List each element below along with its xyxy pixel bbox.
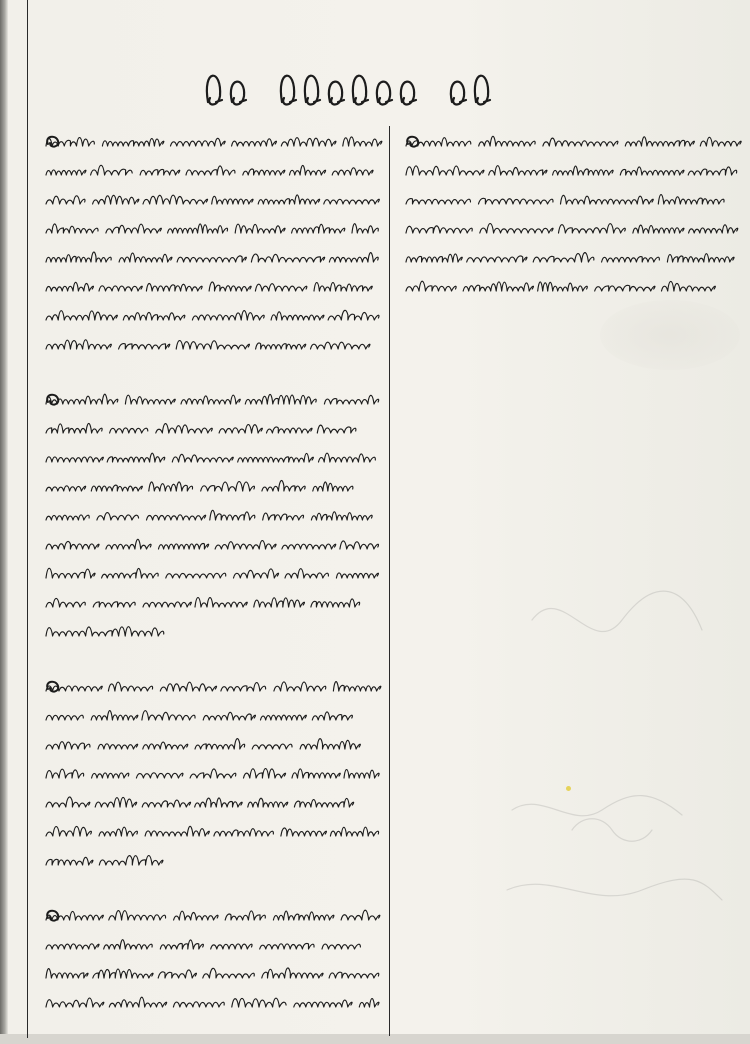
paragraph: [44, 386, 380, 647]
handwritten-word: [285, 569, 328, 578]
handwritten-word: [262, 481, 305, 491]
paragraph: [44, 128, 380, 360]
handwritten-word: [172, 454, 233, 462]
handwritten-word: [232, 998, 286, 1007]
handwritten-line: [44, 244, 380, 273]
handwritten-word: [324, 199, 380, 204]
binding-shadow: [0, 0, 8, 1034]
handwritten-word: [160, 940, 203, 949]
handwritten-word: [46, 515, 89, 520]
handwritten-word: [192, 311, 264, 320]
handwritten-word: [176, 341, 249, 349]
handwritten-line: [44, 560, 380, 589]
title-glyph: [305, 76, 320, 105]
handwritten-word: [190, 769, 236, 778]
handwritten-word: [136, 773, 183, 778]
handwritten-word: [538, 282, 588, 291]
handwritten-line: [404, 128, 739, 157]
handwritten-word: [329, 253, 378, 262]
handwritten-word: [267, 427, 313, 433]
handwritten-word: [256, 343, 306, 349]
handwritten-word: [109, 997, 166, 1007]
handwritten-word: [142, 800, 190, 807]
paragraph: [404, 128, 739, 302]
handwritten-word: [658, 195, 724, 204]
handwritten-word: [108, 682, 152, 691]
handwritten-word: [340, 541, 379, 549]
handwritten-line: [44, 960, 380, 989]
handwritten-word: [123, 312, 185, 320]
paragraph: [44, 673, 380, 876]
title-glyph: [401, 82, 416, 105]
handwritten-word: [93, 969, 153, 978]
handwritten-word: [203, 968, 254, 978]
handwritten-word: [168, 224, 228, 233]
handwritten-word: [109, 911, 166, 920]
handwritten-word: [46, 911, 103, 920]
handwritten-word: [319, 453, 376, 462]
handwritten-word: [140, 170, 180, 175]
handwritten-word: [313, 482, 353, 491]
handwritten-word: [119, 344, 170, 349]
handwritten-word: [104, 940, 152, 949]
handwritten-word: [46, 826, 91, 836]
handwritten-line: [44, 731, 380, 760]
handwritten-line: [44, 589, 380, 618]
handwritten-word: [97, 513, 139, 520]
handwritten-word: [688, 167, 737, 175]
handwritten-word: [46, 311, 117, 320]
handwritten-word: [46, 568, 95, 578]
handwritten-word: [143, 195, 208, 204]
handwritten-word: [46, 196, 85, 204]
handwritten-word: [106, 539, 151, 549]
handwritten-word: [46, 944, 99, 949]
handwritten-word: [46, 224, 98, 233]
handwritten-word: [254, 598, 305, 607]
handwritten-word: [214, 829, 273, 836]
handwritten-word: [212, 196, 253, 204]
handwritten-word: [46, 170, 86, 175]
handwritten-line: [44, 215, 380, 244]
handwritten-word: [46, 282, 93, 291]
handwritten-word: [147, 515, 206, 520]
handwritten-word: [292, 769, 340, 778]
handwritten-line: [44, 760, 380, 789]
handwritten-word: [273, 911, 333, 920]
handwritten-word: [258, 195, 319, 204]
handwritten-word: [99, 827, 137, 836]
handwritten-word: [219, 425, 262, 433]
handwritten-word: [173, 1002, 224, 1007]
handwritten-word: [46, 423, 102, 433]
handwritten-word: [149, 482, 193, 491]
title-glyph: [231, 82, 246, 105]
handwritten-line: [44, 902, 380, 931]
handwritten-word: [195, 798, 242, 807]
handwritten-line: [44, 415, 380, 444]
handwritten-line: [44, 473, 380, 502]
handwritten-word: [119, 253, 172, 262]
handwritten-word: [156, 424, 212, 433]
handwritten-word: [46, 252, 111, 262]
handwritten-word: [177, 256, 246, 262]
handwritten-word: [332, 168, 373, 175]
handwritten-word: [311, 342, 370, 349]
handwritten-word: [106, 224, 161, 233]
handwritten-word: [209, 282, 251, 291]
handwritten-word: [143, 602, 191, 607]
handwritten-word: [312, 712, 352, 720]
handwritten-word: [248, 798, 288, 807]
handwritten-word: [479, 198, 553, 204]
handwritten-word: [245, 394, 316, 404]
handwritten-word: [700, 137, 741, 146]
handwritten-line: [44, 618, 380, 647]
handwritten-line: [44, 818, 380, 847]
handwritten-word: [489, 166, 547, 175]
handwritten-line: [44, 331, 380, 360]
handwritten-word: [406, 226, 472, 233]
handwritten-line: [44, 273, 380, 302]
handwritten-word: [91, 165, 133, 175]
title-glyph: [329, 82, 344, 105]
handwritten-word: [215, 541, 276, 549]
handwritten-word: [238, 453, 314, 462]
handwritten-word: [543, 138, 618, 146]
handwritten-word: [99, 856, 163, 865]
handwritten-word: [195, 739, 245, 749]
handwritten-word: [322, 944, 360, 949]
handwritten-word: [99, 286, 142, 291]
handwritten-word: [625, 137, 694, 146]
handwritten-line: [44, 531, 380, 560]
handwritten-word: [95, 797, 136, 807]
handwritten-word: [110, 428, 148, 433]
handwritten-word: [292, 224, 345, 233]
handwritten-word: [559, 224, 626, 233]
handwritten-word: [479, 136, 535, 146]
handwritten-word: [300, 739, 360, 749]
handwritten-word: [324, 395, 378, 404]
handwritten-word: [561, 195, 654, 204]
handwritten-word: [359, 999, 379, 1007]
handwritten-word: [406, 199, 471, 204]
handwritten-line: [44, 702, 380, 731]
handwritten-line: [404, 157, 739, 186]
handwritten-word: [333, 682, 380, 691]
handwritten-word: [158, 970, 196, 978]
handwritten-word: [261, 715, 307, 720]
handwritten-word: [46, 627, 164, 636]
handwritten-word: [262, 968, 323, 978]
paragraph-initial: [47, 395, 58, 405]
handwritten-word: [46, 486, 86, 491]
handwritten-word: [281, 828, 327, 836]
handwritten-word: [255, 284, 306, 291]
handwritten-word: [234, 569, 279, 578]
handwritten-word: [91, 711, 138, 720]
handwritten-word: [689, 225, 738, 233]
handwritten-word: [46, 686, 102, 691]
handwritten-word: [98, 744, 138, 749]
handwritten-line: [404, 273, 739, 302]
handwritten-word: [160, 682, 216, 691]
title-glyph: [281, 76, 296, 105]
handwritten-word: [667, 254, 734, 262]
handwritten-word: [107, 453, 165, 462]
handwritten-word: [46, 457, 103, 462]
handwritten-word: [311, 599, 360, 607]
handwritten-word: [406, 254, 462, 262]
handwritten-word: [46, 969, 88, 978]
handwritten-line: [44, 302, 380, 331]
left-text-column: [44, 128, 380, 1044]
title-glyph: [475, 76, 490, 105]
handwritten-word: [46, 541, 99, 549]
handwritten-word: [263, 513, 304, 520]
handwritten-word: [343, 137, 382, 146]
handwritten-word: [201, 482, 255, 491]
handwritten-word: [281, 138, 336, 146]
title-glyph: [353, 76, 368, 105]
handwritten-line: [44, 789, 380, 818]
title-glyph: [377, 82, 392, 105]
handwritten-word: [142, 711, 195, 720]
handwritten-word: [317, 425, 356, 433]
handwritten-word: [282, 544, 336, 549]
handwritten-word: [480, 224, 553, 233]
handwritten-word: [662, 281, 716, 291]
handwritten-word: [260, 943, 314, 949]
handwritten-word: [210, 510, 255, 520]
handwritten-word: [91, 485, 142, 491]
handwritten-line: [44, 931, 380, 960]
handwritten-line: [44, 128, 380, 157]
handwritten-word: [406, 166, 484, 175]
handwritten-word: [352, 224, 378, 233]
handwritten-word: [235, 224, 285, 233]
paragraph: [44, 902, 380, 1018]
handwritten-word: [166, 573, 226, 578]
handwritten-word: [328, 310, 379, 320]
handwritten-word: [125, 395, 175, 404]
handwritten-word: [146, 284, 202, 292]
handwritten-word: [467, 256, 527, 262]
page-title-handwritten: [180, 60, 620, 120]
handwritten-word: [171, 138, 226, 146]
handwritten-word: [181, 395, 240, 404]
title-glyph: [207, 76, 222, 105]
handwritten-line: [44, 157, 380, 186]
handwritten-word: [314, 283, 372, 291]
handwritten-word: [271, 312, 324, 320]
column-divider: [389, 126, 390, 1036]
handwritten-word: [203, 712, 255, 720]
handwritten-word: [46, 769, 84, 778]
handwritten-word: [252, 744, 292, 749]
handwritten-word: [330, 827, 378, 836]
handwritten-word: [46, 998, 104, 1007]
handwritten-word: [602, 257, 660, 262]
handwritten-word: [290, 165, 326, 175]
handwritten-word: [46, 340, 111, 349]
handwritten-word: [46, 715, 83, 720]
handwritten-line: [44, 444, 380, 473]
handwritten-word: [186, 166, 235, 175]
title-glyph: [451, 82, 466, 105]
handwritten-word: [311, 512, 372, 520]
handwritten-line: [44, 989, 380, 1018]
handwritten-word: [344, 770, 379, 778]
handwritten-word: [294, 798, 353, 807]
handwritten-word: [46, 598, 85, 607]
handwritten-line: [44, 502, 380, 531]
handwritten-word: [102, 139, 163, 146]
handwritten-line: [44, 673, 380, 702]
handwritten-word: [225, 911, 265, 920]
bleed-through-ghost-text: [502, 560, 732, 980]
handwritten-line: [44, 386, 380, 415]
handwritten-word: [294, 1000, 352, 1007]
handwritten-word: [46, 138, 94, 146]
handwritten-word: [211, 944, 252, 949]
handwritten-word: [221, 683, 266, 691]
handwritten-line: [44, 847, 380, 876]
handwritten-word: [174, 911, 218, 920]
handwritten-word: [195, 598, 247, 607]
handwritten-word: [93, 195, 139, 204]
handwritten-word: [595, 285, 655, 291]
handwritten-line: [404, 244, 739, 273]
handwritten-word: [251, 254, 324, 262]
handwritten-word: [336, 573, 378, 578]
handwritten-word: [102, 568, 159, 578]
handwritten-word: [46, 742, 90, 749]
handwritten-line: [404, 186, 739, 215]
handwritten-line: [44, 186, 380, 215]
handwritten-word: [244, 769, 286, 778]
handwritten-word: [329, 972, 379, 978]
handwritten-word: [463, 282, 533, 291]
handwritten-word: [92, 773, 129, 778]
handwritten-word: [633, 225, 684, 233]
handwritten-word: [232, 139, 277, 146]
handwritten-word: [46, 797, 90, 807]
handwritten-word: [243, 169, 285, 175]
right-text-column: [404, 128, 739, 328]
handwritten-word: [46, 857, 93, 865]
handwritten-word: [341, 910, 380, 920]
handwritten-word: [620, 167, 684, 175]
handwritten-word: [406, 281, 456, 291]
handwritten-word: [553, 166, 613, 175]
handwritten-word: [93, 602, 135, 607]
handwritten-line: [404, 215, 739, 244]
handwritten-word: [533, 253, 594, 262]
handwritten-word: [274, 682, 326, 691]
handwritten-word: [159, 544, 209, 549]
handwritten-word: [143, 742, 188, 749]
handwritten-word: [145, 826, 209, 836]
